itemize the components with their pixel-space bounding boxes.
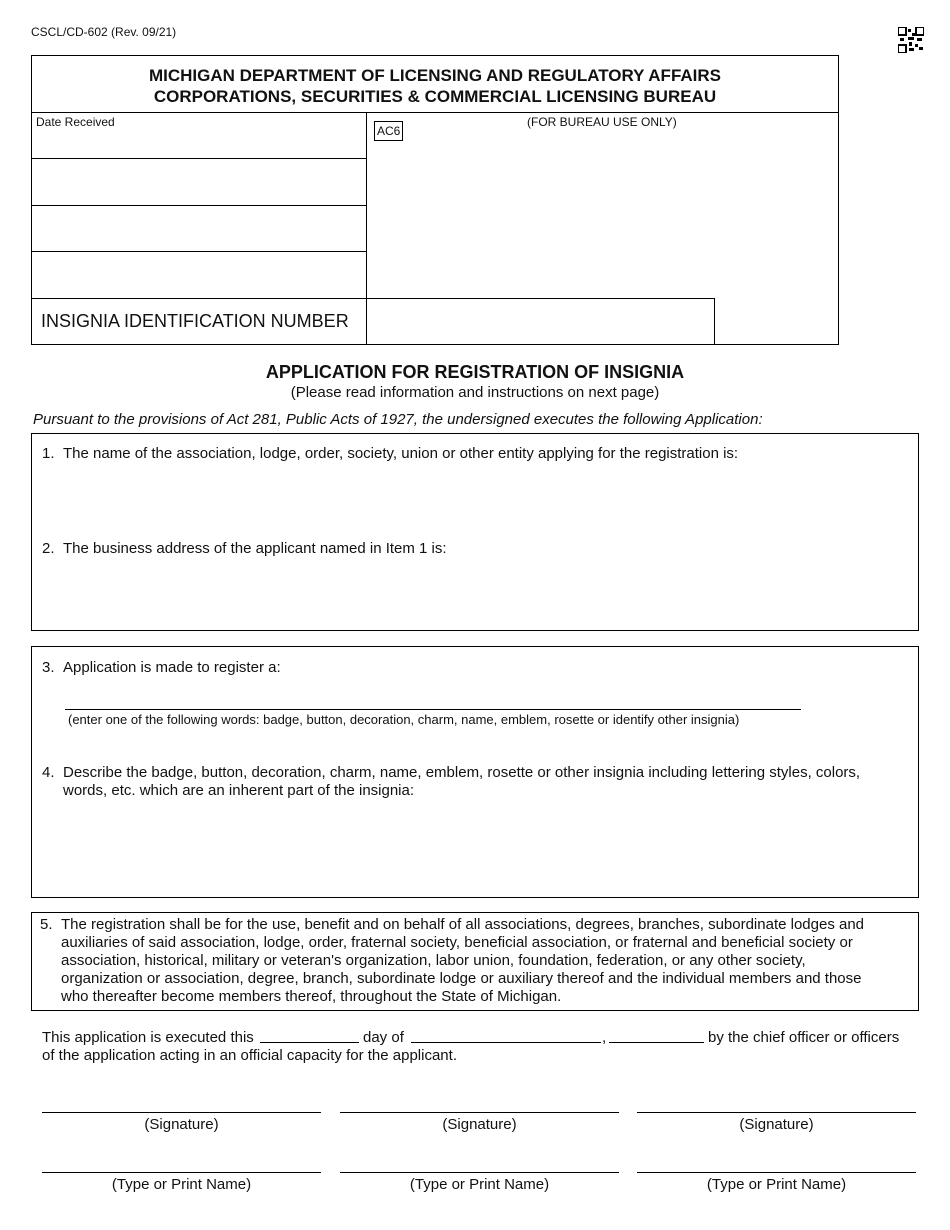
qr-code-icon: [898, 27, 924, 53]
print-name-field-2[interactable]: [340, 1140, 619, 1172]
print-name-label-1: (Type or Print Name): [111, 1176, 252, 1193]
execution-month-field[interactable]: [411, 1025, 601, 1043]
execution-comma: ,: [602, 1029, 607, 1046]
signature-label-3: (Signature): [739, 1116, 814, 1133]
execution-text-1: This application is executed this: [42, 1029, 254, 1046]
execution-day-field[interactable]: [260, 1025, 359, 1043]
execution-text-2: day of: [363, 1029, 404, 1046]
execution-year-field[interactable]: [609, 1025, 704, 1043]
pursuant-statement: Pursuant to the provisions of Act 281, Public Acts of 1927, the undersigned executes the following Application:: [33, 411, 763, 428]
business-address-field[interactable]: [42, 563, 902, 623]
print-name-label-2: (Type or Print Name): [409, 1176, 550, 1193]
print-name-field-3[interactable]: [637, 1140, 916, 1172]
bureau-header-box: [31, 55, 839, 345]
ac6-code: AC6: [374, 121, 403, 141]
insignia-id-label: INSIGNIA IDENTIFICATION NUMBER: [41, 311, 349, 331]
application-title: APPLICATION FOR REGISTRATION OF INSIGNIA: [265, 362, 685, 382]
form-code: CSCL/CD-602 (Rev. 09/21): [31, 25, 177, 39]
signature-field-3[interactable]: [637, 1080, 916, 1112]
entity-name-field[interactable]: [42, 468, 902, 528]
date-received-label: Date Received: [36, 115, 115, 129]
print-name-label-3: (Type or Print Name): [706, 1176, 847, 1193]
signature-field-1[interactable]: [42, 1080, 321, 1112]
application-subtitle: (Please read information and instructions on next page): [290, 384, 660, 401]
insignia-type-field[interactable]: [65, 688, 801, 708]
signature-field-2[interactable]: [340, 1080, 619, 1112]
insignia-id-field[interactable]: [368, 300, 713, 344]
signature-label-2: (Signature): [442, 1116, 517, 1133]
insignia-description-field[interactable]: [42, 806, 902, 890]
signature-label-1: (Signature): [144, 1116, 219, 1133]
print-name-field-1[interactable]: [42, 1140, 321, 1172]
execution-text-3: by the chief officer or officers: [708, 1029, 900, 1046]
department-title: MICHIGAN DEPARTMENT OF LICENSING AND REGULATORY AFFAIRS CORPORATIONS, SECURITIES & COMMERCIAL LICENSING BUREAU: [148, 66, 722, 106]
insignia-type-hint: (enter one of the following words: badge, button, decoration, charm, name, emblem, rosette or identify other insignia): [68, 712, 740, 727]
execution-text-4: of the application acting in an official capacity for the applicant.: [42, 1047, 457, 1064]
bureau-use-label: (FOR BUREAU USE ONLY): [527, 115, 677, 129]
